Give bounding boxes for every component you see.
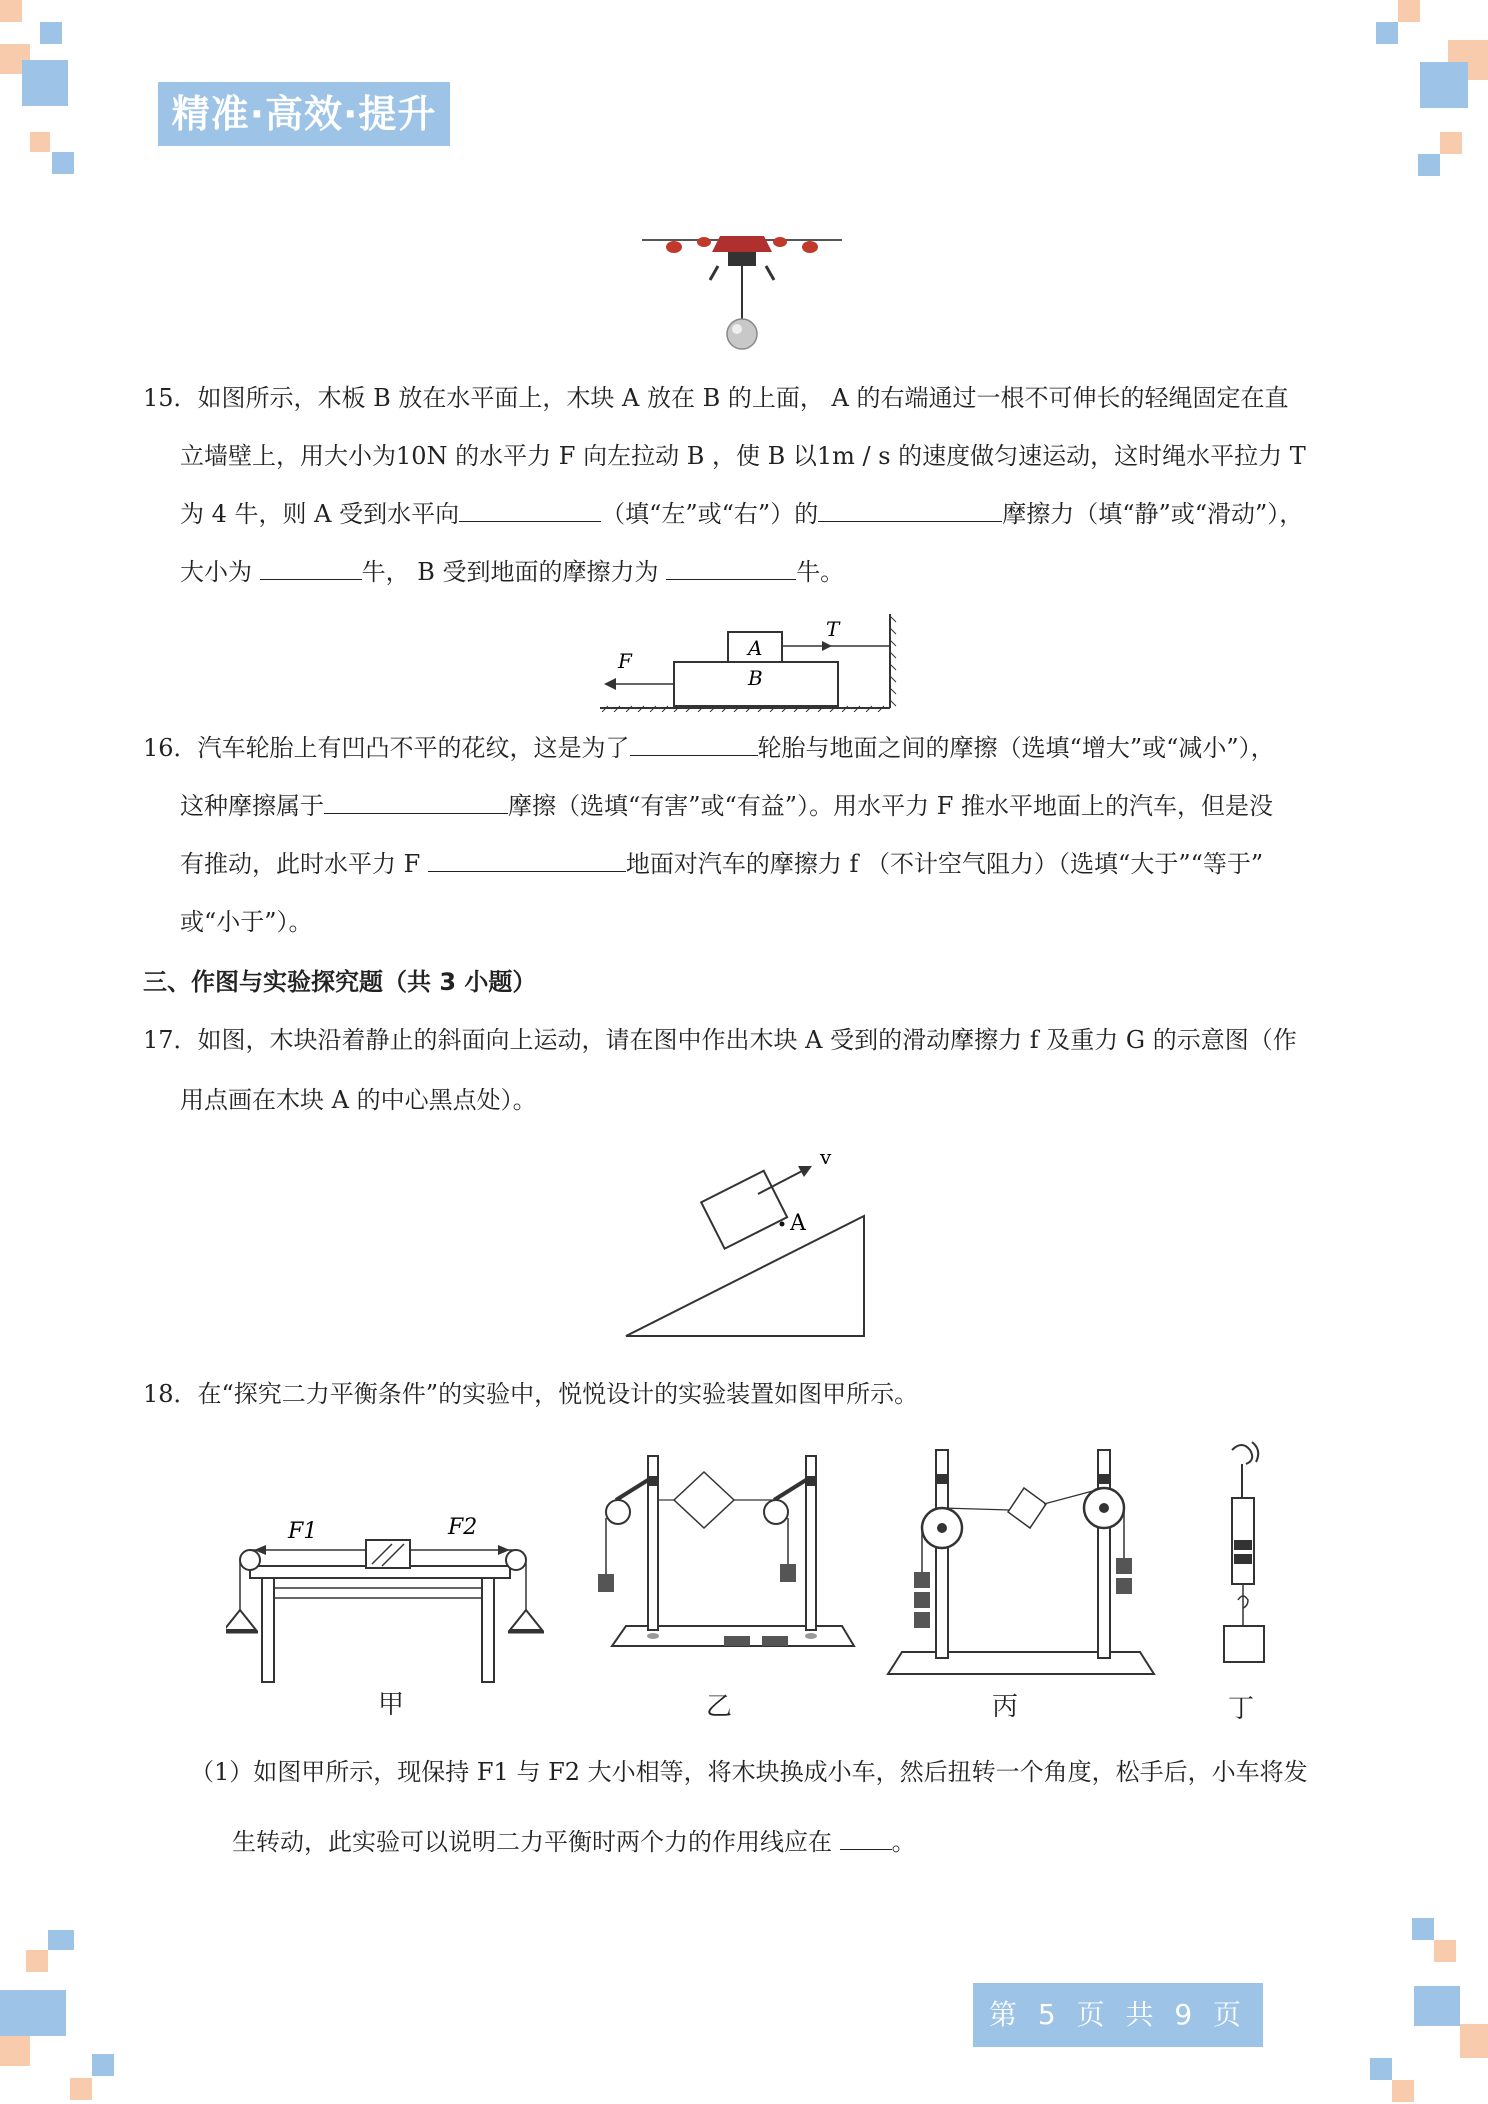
corner-decoration bbox=[1440, 132, 1462, 154]
corner-decoration bbox=[30, 132, 50, 152]
q18-part1-line-1: （1）如图甲所示，现保持 F1 与 F2 大小相等，将木块换成小车，然后扭转一个角度，松手后，小车将发 bbox=[190, 1758, 1308, 1786]
q15-text: 为 4 牛，则 A 受到水平向 bbox=[180, 500, 460, 528]
q16-line-1 bbox=[143, 732, 1275, 764]
q16-text: 轮胎与地面之间的摩擦（选填“增大”或“减小”）， bbox=[757, 734, 1275, 762]
q16-line-4: 或“小于”）。 bbox=[180, 908, 313, 936]
corner-decoration bbox=[0, 0, 22, 22]
label-f2: F2 bbox=[448, 1515, 478, 1540]
corner-decoration bbox=[48, 1930, 74, 1950]
corner-decoration bbox=[0, 2036, 30, 2066]
q17-line-2: 用点画在木块 A 的中心黑点处）。 bbox=[180, 1086, 537, 1114]
figure-yi bbox=[596, 1450, 860, 1676]
q16-line-2 bbox=[180, 790, 1273, 822]
label-a: A bbox=[790, 1211, 806, 1236]
label-v: v bbox=[820, 1146, 832, 1169]
header-banner: 精准·高效·提升 bbox=[158, 82, 450, 146]
q15-line-1: 15．如图所示，木板 B 放在水平面上，木块 A 放在 B 的上面， A 的右端通过一根不可伸长的轻绳固定在直 bbox=[143, 384, 1289, 412]
q18-part1-line-2 bbox=[232, 1826, 916, 1858]
q16-text: 地面对汽车的摩擦力 f （不计空气阻力）（选填“大于”“等于” bbox=[625, 850, 1264, 878]
q16-text: 摩擦（选填“有害”或“有益”）。用水平力 F 推水平地面上的汽车，但是没 bbox=[508, 792, 1273, 820]
q15-text: 牛， B 受到地面的摩擦力为 bbox=[361, 558, 659, 586]
corner-decoration bbox=[1412, 1918, 1434, 1940]
corner-decoration bbox=[1434, 1940, 1456, 1962]
q15-line-3 bbox=[180, 498, 1303, 530]
label-a: A bbox=[748, 636, 763, 660]
corner-decoration bbox=[26, 1950, 48, 1972]
corner-decoration bbox=[0, 1990, 66, 2036]
section-title: 三、作图与实验探究题（共 3 小题） bbox=[143, 968, 537, 996]
q15-text: 摩擦力（填“静”或“滑动”）， bbox=[1002, 500, 1304, 528]
q18-text: 。 bbox=[891, 1828, 916, 1856]
q16-text: 这种摩擦属于 bbox=[180, 792, 324, 820]
page-number: 第 5 页 共 9 页 bbox=[973, 1983, 1263, 2047]
corner-decoration bbox=[1460, 2024, 1488, 2058]
q16-text: 有推动，此时水平力 F bbox=[180, 850, 421, 878]
q15-text: 牛。 bbox=[796, 558, 845, 586]
figure-caption-jia: 甲 bbox=[378, 1690, 405, 1720]
answer-blank[interactable] bbox=[459, 499, 601, 522]
corner-decoration bbox=[1418, 154, 1440, 176]
answer-blank[interactable] bbox=[428, 849, 626, 872]
q15-text: 大小为 bbox=[180, 558, 252, 586]
corner-decoration bbox=[1376, 22, 1398, 44]
q18-text: 生转动，此实验可以说明二力平衡时两个力的作用线应在 bbox=[232, 1828, 832, 1856]
q15-block-figure bbox=[598, 612, 898, 712]
figure-ding bbox=[1212, 1440, 1278, 1680]
corner-decoration bbox=[40, 22, 62, 44]
corner-decoration bbox=[92, 2054, 114, 2076]
answer-blank[interactable] bbox=[630, 733, 758, 756]
drone-figure bbox=[632, 222, 852, 354]
label-f1: F1 bbox=[288, 1519, 318, 1544]
answer-blank[interactable] bbox=[324, 791, 508, 814]
label-b: B bbox=[748, 666, 763, 690]
corner-decoration bbox=[1420, 62, 1468, 108]
answer-blank[interactable] bbox=[818, 499, 1002, 522]
corner-decoration bbox=[1398, 0, 1420, 22]
figure-jia bbox=[226, 1500, 556, 1690]
figure-caption-yi: 乙 bbox=[706, 1692, 733, 1722]
corner-decoration bbox=[1414, 1986, 1460, 2026]
corner-decoration bbox=[70, 2078, 92, 2100]
answer-blank[interactable] bbox=[260, 557, 362, 580]
q17-line-1: 17．如图，木块沿着静止的斜面向上运动，请在图中作出木块 A 受到的滑动摩擦力 f 及重力 G 的示意图（作 bbox=[143, 1026, 1297, 1054]
q16-line-3 bbox=[180, 848, 1263, 880]
label-t: T bbox=[826, 617, 840, 641]
corner-decoration bbox=[1392, 2080, 1414, 2102]
figure-caption-ding: 丁 bbox=[1228, 1694, 1255, 1724]
answer-blank[interactable] bbox=[840, 1827, 892, 1850]
incline-figure bbox=[620, 1146, 870, 1342]
label-f: F bbox=[618, 649, 632, 673]
q18-line-1: 18．在“探究二力平衡条件”的实验中，悦悦设计的实验装置如图甲所示。 bbox=[143, 1380, 919, 1408]
q15-line-4 bbox=[180, 556, 844, 588]
corner-decoration bbox=[1370, 2058, 1392, 2080]
figure-bing bbox=[884, 1448, 1156, 1676]
answer-blank[interactable] bbox=[666, 557, 796, 580]
q15-line-2: 立墙壁上，用大小为10N 的水平力 F 向左拉动 B ，使 B 以1m / s 的速度做匀速运动，这时绳水平拉力 T bbox=[180, 442, 1306, 470]
corner-decoration bbox=[52, 152, 74, 174]
corner-decoration bbox=[22, 60, 68, 106]
q16-text: 16．汽车轮胎上有凹凸不平的花纹，这是为了 bbox=[143, 734, 630, 762]
q15-text: （填“左”或“右”）的 bbox=[601, 500, 819, 528]
figure-caption-bing: 丙 bbox=[992, 1692, 1019, 1722]
